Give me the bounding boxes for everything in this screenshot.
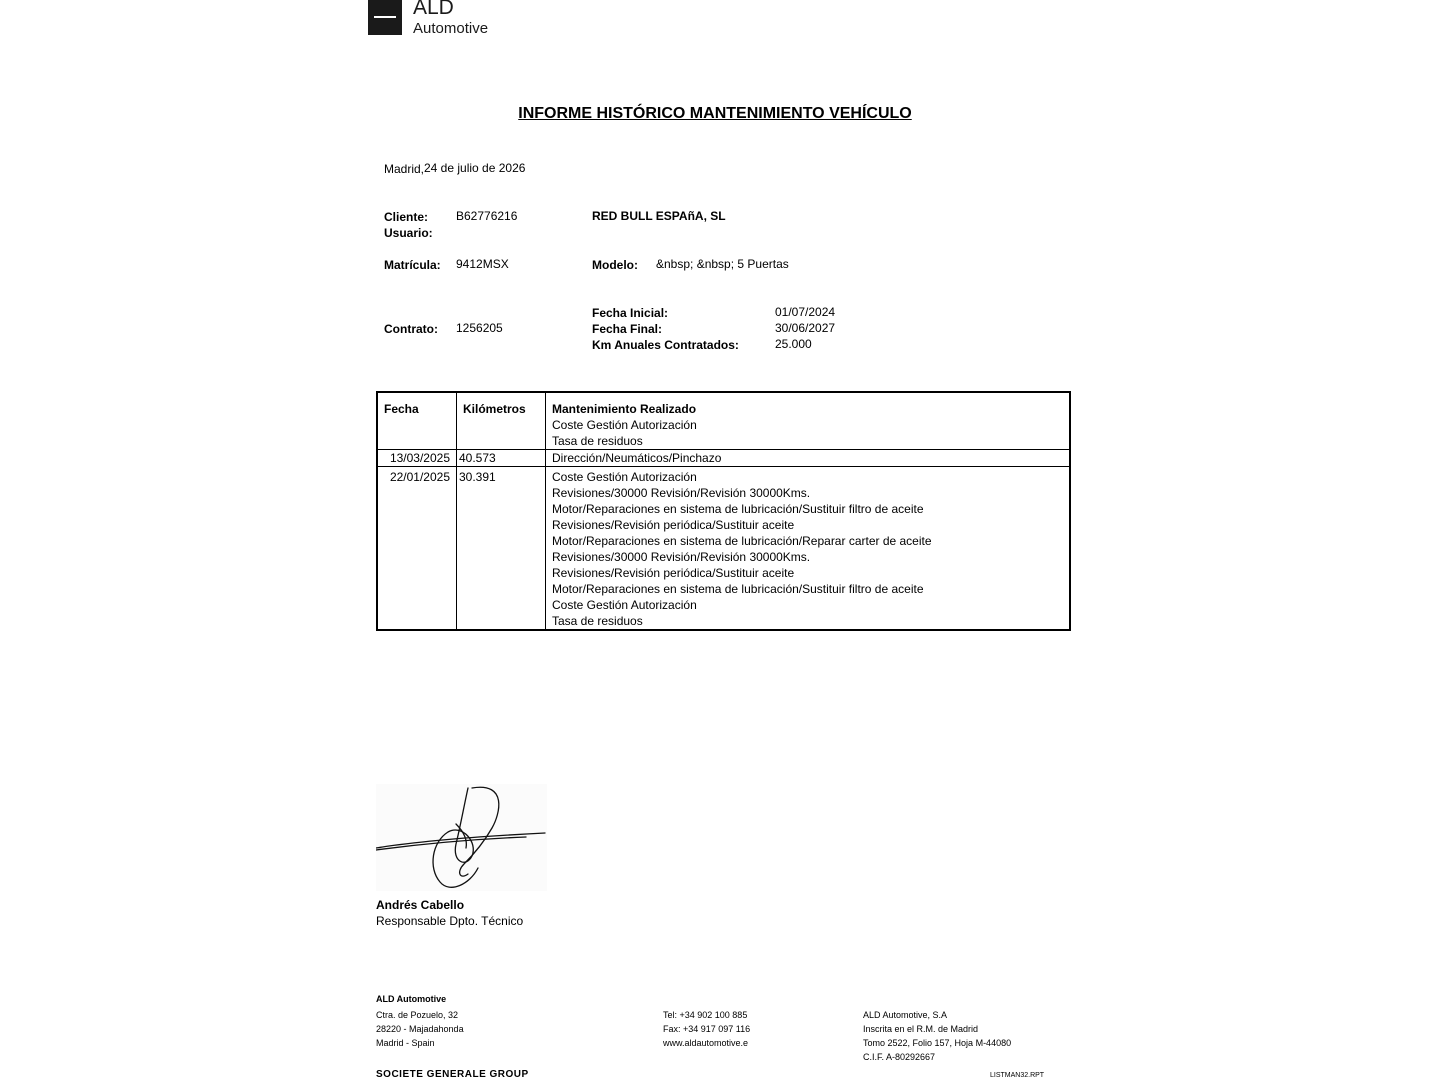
handwritten-signature — [376, 784, 547, 891]
table-header-row — [377, 392, 1070, 450]
maintenance-item: Coste Gestión Autorización — [552, 470, 697, 484]
fecha-inicial-value: 01/07/2024 — [775, 305, 836, 319]
matricula-value: 9412MSX — [456, 257, 509, 271]
footer-website: www.aldautomotive.e — [663, 1038, 749, 1048]
header-extra-line: Coste Gestión Autorización — [552, 418, 697, 432]
footer-legal-line: ALD Automotive, S.A — [863, 1010, 948, 1020]
row-kilometros: 40.573 — [457, 450, 546, 467]
fecha-final-value: 30/06/2027 — [775, 321, 836, 335]
maintenance-table — [376, 391, 1071, 631]
km-anuales-value: 25.000 — [775, 337, 812, 351]
table-row — [377, 450, 1070, 467]
logo-word-automotive: Automotive — [413, 20, 489, 37]
header-fecha — [377, 392, 457, 450]
footer-address-line: Ctra. de Pozuelo, 32 — [376, 1010, 459, 1020]
logo-word-ald: ALD — [413, 0, 454, 19]
cliente-value: B62776216 — [456, 209, 518, 223]
matricula-label: Matrícula: — [384, 258, 441, 272]
header-mantenimiento — [546, 392, 1071, 450]
modelo-value: &nbsp; &nbsp; 5 Puertas — [656, 257, 789, 271]
fecha-inicial-label: Fecha Inicial: — [592, 306, 669, 320]
document-date: 24 de julio de 2026 — [424, 161, 526, 175]
report-code: LISTMAN32.RPT — [990, 1072, 1045, 1079]
usuario-label: Usuario: — [384, 226, 433, 240]
header-kilometros — [457, 392, 546, 450]
footer-fax: Fax: +34 917 097 116 — [663, 1024, 751, 1034]
document-title: INFORME HISTÓRICO MANTENIMIENTO VEHÍCULO — [518, 105, 912, 122]
ald-automotive-logo — [368, 0, 500, 35]
contrato-value: 1256205 — [456, 321, 503, 335]
footer-address-line: 28220 - Majadahonda — [376, 1024, 464, 1034]
maintenance-item: Motor/Reparaciones en sistema de lubricación/Sustituir filtro de aceite — [552, 502, 924, 516]
maintenance-item: Motor/Reparaciones en sistema de lubricación/Sustituir filtro de aceite — [552, 582, 924, 596]
cliente-label: Cliente: — [384, 210, 429, 224]
fecha-final-label: Fecha Final: — [592, 322, 663, 336]
header-extra-line: Tasa de residuos — [552, 434, 643, 448]
header-mantenimiento-label: Mantenimiento Realizado — [552, 402, 697, 416]
maintenance-item: Coste Gestión Autorización — [552, 598, 697, 612]
footer-address-line: Madrid - Spain — [376, 1038, 435, 1048]
header-fecha-label: Fecha — [384, 402, 419, 416]
row-mantenimiento — [546, 450, 1071, 467]
row-fecha: 13/03/2025 — [377, 450, 457, 467]
signatory-role: Responsable Dpto. Técnico — [376, 914, 524, 928]
maintenance-item: Revisiones/30000 Revisión/Revisión 30000Kms. — [552, 486, 811, 500]
footer-phone: Tel: +34 902 100 885 — [663, 1010, 748, 1020]
header-kilometros-label: Kilómetros — [463, 402, 526, 416]
place: Madrid, — [384, 162, 425, 176]
maintenance-item: Tasa de residuos — [552, 614, 643, 628]
maintenance-item: Revisiones/Revisión periódica/Sustituir aceite — [552, 518, 795, 532]
signature-drawing — [376, 784, 547, 891]
row-fecha: 22/01/2025 — [377, 467, 457, 631]
footer-company: ALD Automotive — [376, 994, 447, 1004]
footer-legal-line: C.I.F. A-80292667 — [863, 1052, 936, 1062]
contrato-label: Contrato: — [384, 322, 438, 336]
footer-legal-line: Inscrita en el R.M. de Madrid — [863, 1024, 979, 1034]
table-row — [377, 467, 1070, 631]
cliente-name: RED BULL ESPAñA, SL — [592, 209, 726, 223]
maintenance-item: Revisiones/Revisión periódica/Sustituir aceite — [552, 566, 795, 580]
modelo-label: Modelo: — [592, 258, 638, 272]
maintenance-item: Revisiones/30000 Revisión/Revisión 30000Kms. — [552, 550, 811, 564]
footer-group: SOCIETE GENERALE GROUP — [376, 1069, 529, 1080]
maintenance-item: Motor/Reparaciones en sistema de lubricación/Reparar carter de aceite — [552, 534, 932, 548]
signatory-name: Andrés Cabello — [376, 898, 465, 912]
maintenance-item: Dirección/Neumáticos/Pinchazo — [552, 451, 722, 465]
footer-legal-line: Tomo 2522, Folio 157, Hoja M-44080 — [863, 1038, 1012, 1048]
km-anuales-label: Km Anuales Contratados: — [592, 338, 739, 352]
row-mantenimiento — [546, 467, 1071, 631]
logo-mark-icon — [368, 0, 402, 35]
row-kilometros: 30.391 — [457, 467, 546, 631]
